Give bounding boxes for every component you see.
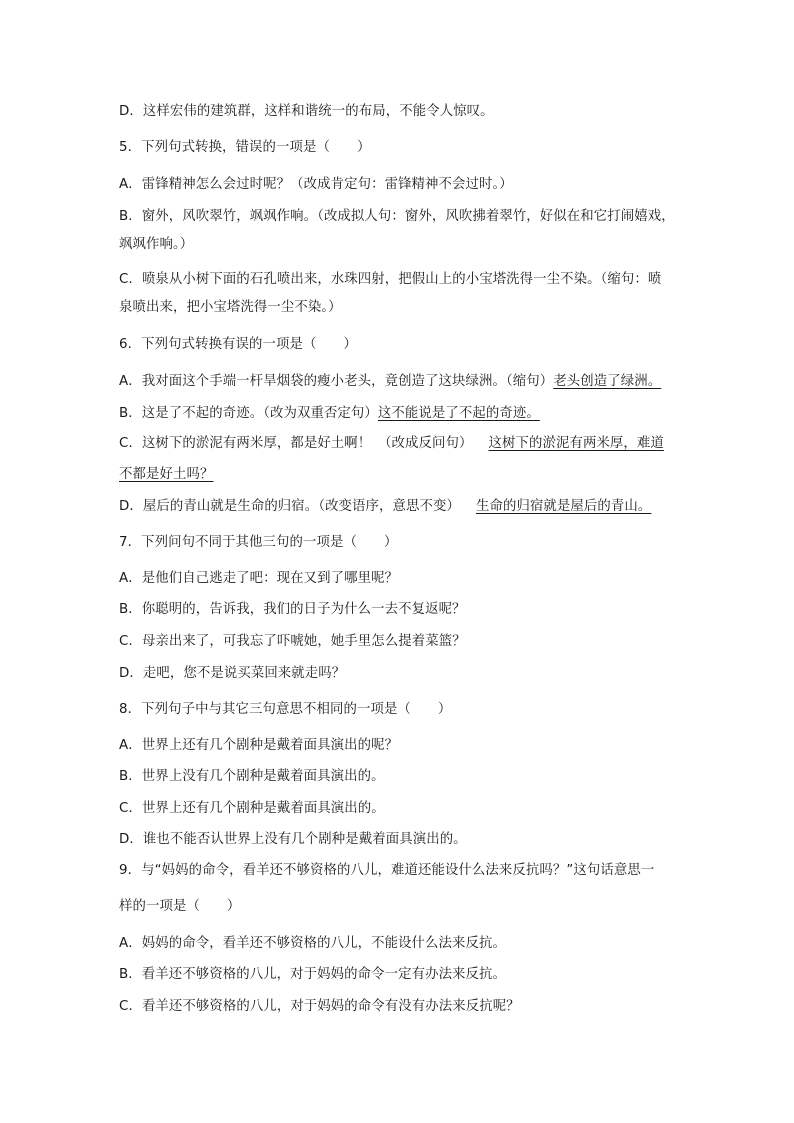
option-line: D．这样宏伟的建筑群，这样和谐统一的布局，不能令人惊叹。: [119, 104, 494, 119]
option-line: [119, 404, 689, 424]
option-line: A．雷锋精神怎么会过时呢？（改成肯定句：雷锋精神不会过时。）: [119, 177, 513, 192]
option-text: B．这是了不起的奇迹。（改为双重否定句）: [119, 406, 378, 421]
option-line: B．看羊还不够资格的八儿，对于妈妈的命令一定有办法来反抗。: [119, 967, 507, 982]
option-line: [119, 497, 689, 517]
answer-underline: 这树下的淤泥有两米厚，难道: [488, 436, 664, 451]
option-text: A．我对面这个手端一杆旱烟袋的瘦小老头，竟创造了这块绿洲。（缩句）: [119, 374, 554, 389]
option-line-continued: [119, 465, 689, 485]
option-line: A．妈妈的命令，看羊还不够资格的八儿，不能设什么法来反抗。: [119, 936, 506, 951]
option-line-continued: 泉喷出来，把小宝塔洗得一尘不染。）: [119, 300, 342, 315]
question-5: 5．下列句式转换，错误的一项是（ ）: [119, 140, 371, 155]
option-line: B．世界上没有几个剧种是戴着面具演出的。: [119, 769, 385, 784]
option-line: A．是他们自己逃走了吧：现在又到了哪里呢？: [119, 571, 399, 586]
option-line: D．走吧，您不是说买菜回来就走吗？: [119, 666, 346, 681]
option-line: B．窗外，风吹翠竹，飒飒作响。（改成拟人句：窗外，风吹拂着翠竹，好似在和它打闹嬉戏，: [119, 209, 675, 224]
option-line: D．谁也不能否认世界上没有几个剧种是戴着面具演出的。: [119, 832, 467, 847]
option-line: C．母亲出来了，可我忘了吓唬她，她手里怎么提着菜篮？: [119, 634, 466, 649]
option-line: [119, 372, 689, 392]
option-text: C．这树下的淤泥有两米厚，都是好土啊！ （改成反问句）: [119, 436, 473, 451]
option-line: C．世界上还有几个剧种是戴着面具演出的。: [119, 801, 385, 816]
option-line: C．看羊还不够资格的八儿，对于妈妈的命令有没有办法来反抗呢？: [119, 999, 520, 1014]
option-line-continued: 飒飒作响。）: [119, 237, 194, 252]
question-9: 9．与“妈妈的命令，看羊还不够资格的八儿，难道还能设什么法来反抗吗？”这句话意思一: [119, 863, 655, 878]
answer-underline: 生命的归宿就是屋后的青山。: [475, 499, 652, 514]
option-line: [119, 434, 689, 454]
question-9-continued: 样的一项是（ ）: [119, 899, 241, 914]
option-line: B．你聪明的，告诉我，我们的日子为什么一去不复返呢？: [119, 602, 466, 617]
answer-underline: 老头创造了绿洲。: [553, 374, 662, 389]
question-7: 7．下列问句不同于其他三句的一项是（ ）: [119, 535, 398, 550]
question-8: 8．下列句子中与其它三句意思不相同的一项是（ ）: [119, 702, 452, 717]
answer-underline: 不都是好土吗？: [119, 467, 214, 482]
question-6: 6．下列句式转换有误的一项是（ ）: [119, 337, 357, 352]
option-line: C．喷泉从小树下面的石孔喷出来，水珠四射，把假山上的小宝塔洗得一尘不染。（缩句：喷: [119, 272, 662, 287]
answer-underline: 这不能说是了不起的奇迹。: [377, 406, 540, 421]
option-text: D．屋后的青山就是生命的归宿。（改变语序，意思不变）: [119, 499, 460, 514]
option-line: A．世界上还有几个剧种是戴着面具演出的呢？: [119, 738, 399, 753]
